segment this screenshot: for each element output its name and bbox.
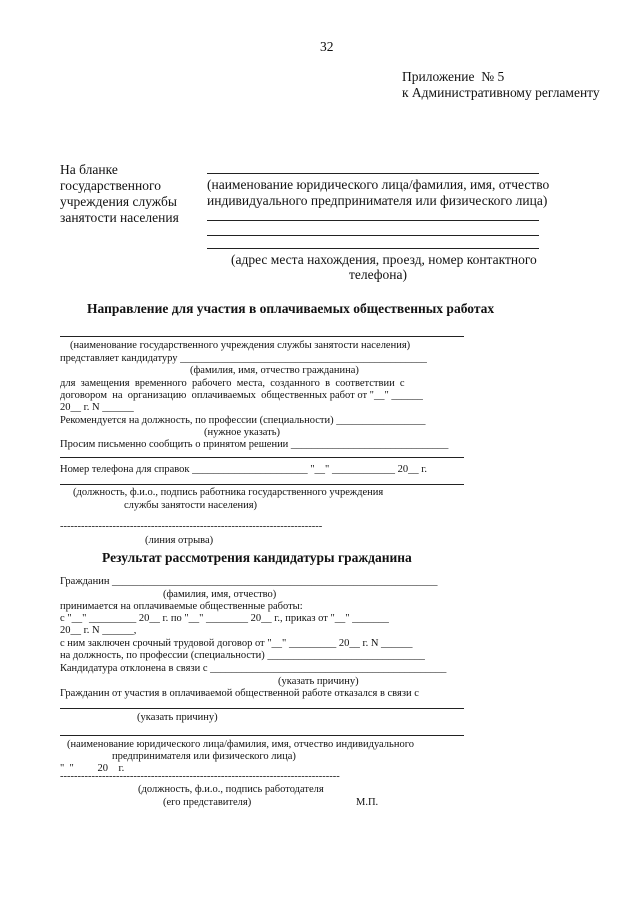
employer-caption-1: (наименование юридического лица/фамилия, имя, отчество индивидуального	[67, 739, 415, 750]
purpose-line-1: для замещения временного рабочего места, созданного в соответствии с	[60, 378, 405, 389]
employer-caption-2: предпринимателя или физического лица)	[112, 751, 296, 762]
blank-line-3: учреждения службы	[60, 194, 177, 209]
addressee-address-caption-1: (адрес места нахождения, проезд, номер контактного	[231, 252, 537, 267]
signer-caption-1: (должность, ф.и.о., подпись работника государственного учреждения	[73, 487, 384, 498]
addressee-address-caption-2: телефона)	[349, 267, 407, 282]
appendix-label: Приложение № 5	[402, 69, 505, 84]
result-position: на должность, по профессии (специальности) ______________________________	[60, 650, 425, 661]
refusal-reason-line	[60, 708, 464, 709]
reference-phone: Номер телефона для справок ______________________ "__" ____________ 20__ г.	[60, 464, 427, 475]
reason-caption: (указать причину)	[278, 676, 359, 687]
result-title: Результат рассмотрения кандидатуры гражданина	[102, 550, 412, 565]
result-accepted: принимается на оплачиваемые общественные работы:	[60, 601, 303, 612]
addressee-name-line	[207, 173, 539, 174]
referral-title: Направление для участия в оплачиваемых общественных работах	[87, 301, 495, 316]
addressee-name-caption-1: (наименование юридического лица/фамилия, имя, отчество	[207, 177, 550, 192]
result-citizen: Гражданин ______________________________________________________________	[60, 576, 438, 587]
presents-candidate: представляет кандидатуру _______________________________________________	[60, 353, 427, 364]
tear-off-caption: (линия отрыва)	[145, 535, 214, 546]
employer-signer-caption-2: (его представителя)	[163, 797, 252, 808]
page-number: 32	[320, 39, 334, 54]
addressee-line-3	[207, 235, 539, 236]
reason-caption-2: (указать причину)	[137, 712, 218, 723]
purpose-line-2: договором на организацию оплачиваемых общественных работ от "__" ______	[60, 390, 423, 401]
employer-date-line: " " 20 г.	[60, 763, 125, 774]
result-order-number: 20__ г. N ______,	[60, 625, 137, 636]
result-rejected: Кандидатура отклонена в связи с _____________________________________________	[60, 663, 447, 674]
employer-signer-caption-1: (должность, ф.и.о., подпись работодателя	[138, 784, 324, 795]
appendix-regulation: к Административному регламенту	[402, 85, 600, 100]
recommended-position: Рекомендуется на должность, по профессии (специальности) _________________	[60, 415, 426, 426]
result-citizen-caption: (фамилия, имя, отчество)	[163, 589, 277, 600]
citizen-caption: (фамилия, имя, отчество гражданина)	[190, 365, 359, 376]
institution-line	[60, 336, 464, 337]
result-refused: Гражданин от участия в оплачиваемой общественной работе отказался в связи с	[60, 688, 419, 699]
signer-caption-2: службы занятости населения)	[124, 500, 258, 511]
blank-line-a	[60, 457, 464, 458]
specify-caption: (нужное указать)	[204, 427, 281, 438]
request-decision: Просим письменно сообщить о принятом решении ______________________________	[60, 439, 449, 450]
employer-dashes: --------------------------------------------------------------------------------	[60, 771, 340, 782]
addressee-address-line	[207, 248, 539, 249]
blank-line-4: занятости населения	[60, 210, 179, 225]
institution-caption: (наименование государственного учреждения службы занятости населения)	[70, 340, 411, 351]
purpose-line-3: 20__ г. N ______	[60, 402, 134, 413]
addressee-line-2	[207, 220, 539, 221]
result-contract: с ним заключен срочный трудовой договор от "__" _________ 20__ г. N ______	[60, 638, 413, 649]
tear-off-dashes: ---------------------------------------------------------------------------	[60, 521, 323, 532]
signer-line	[60, 484, 464, 485]
addressee-name-caption-2: индивидуального предпринимателя или физического лица)	[207, 193, 548, 208]
blank-line-1: На бланке	[60, 162, 118, 177]
stamp-place: М.П.	[356, 797, 379, 808]
result-dates: с "__" _________ 20__ г. по "__" ________ 20__ г., приказ от "__" _______	[60, 613, 389, 624]
employer-line	[60, 735, 464, 736]
blank-line-2: государственного	[60, 178, 161, 193]
